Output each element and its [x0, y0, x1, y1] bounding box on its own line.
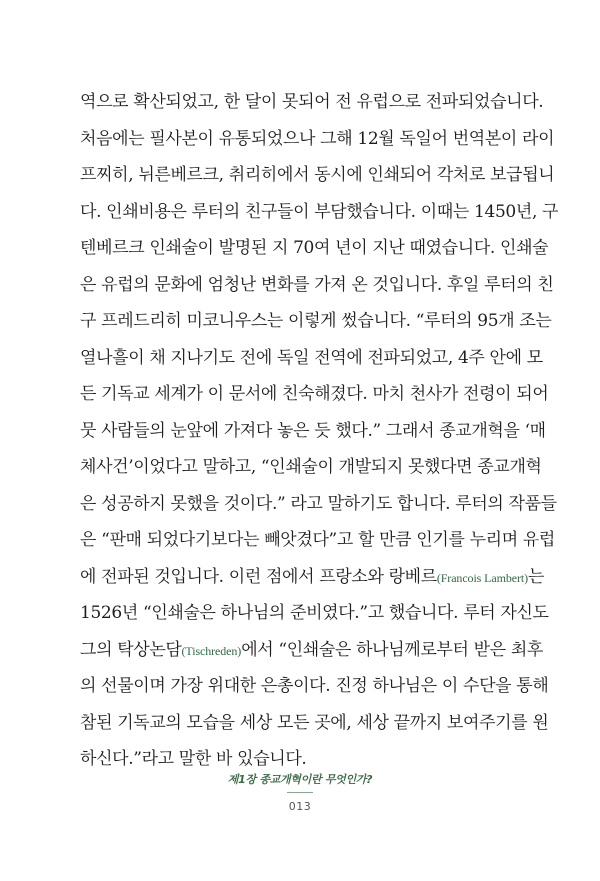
text-line: 프찌히, 뉘른베르크, 취리히에서 동시에 인쇄되어 각처로 보급됩니: [80, 165, 555, 185]
body-text: [80, 84, 559, 778]
text-line: 구 프레드리히 미코니우스는 이렇게 썼습니다. “루터의 95개 조는: [80, 311, 552, 331]
foreign-name-gloss: (Francois Lambert): [436, 570, 528, 585]
text-line: 은 유럽의 문화에 엄청난 변화를 가져 온 것입니다. 후일 루터의 친: [80, 274, 554, 295]
text-line-with-gloss: [80, 632, 543, 669]
text-segment: 는: [528, 566, 545, 587]
text-line: 의 선물이며 가장 위대한 은총이다. 진정 하나님은 이 수단을 통해: [80, 676, 549, 696]
text-line: 은 “판매 되었다기보다는 빼앗겼다”고 할 만큼 인기를 누리며 유럽: [80, 530, 555, 550]
foreign-name-gloss: (Tischreden): [181, 643, 242, 658]
text-line: 열나흘이 채 지나기도 전에 독일 전역에 전파되었고, 4주 안에 모: [80, 347, 543, 368]
text-line: 처음에는 필사본이 유통되었으나 그해 12월 독일어 번역본이 라이: [80, 128, 555, 149]
text-segment: 에서 “인쇄술은 하나님께로부터 받은 최후: [241, 639, 543, 660]
text-line: 은 성공하지 못했을 것이다.” 라고 말하기도 합니다. 루터의 작품들: [80, 493, 557, 514]
text-line: 뭇 사람들의 눈앞에 가져다 놓은 듯 했다.” 그래서 종교개혁을 ‘매: [80, 420, 546, 441]
text-line: 체사건’이었다고 말하고, “인쇄술이 개발되지 못했다면 종교개혁: [80, 457, 542, 477]
text-line: 역으로 확산되었고, 한 달이 못되어 전 유럽으로 전파되었습니다.: [80, 92, 544, 112]
text-line: 1526년 “인쇄술은 하나님의 준비였다.”고 했습니다. 루터 자신도: [80, 603, 549, 623]
text-line: 든 기독교 세계가 이 문서에 친숙해졌다. 마치 천사가 전령이 되어: [80, 384, 549, 404]
page-number: 013: [288, 800, 312, 813]
text-line: 참된 기독교의 모습을 세상 모든 곳에, 세상 끝까지 보여주기를 원: [80, 712, 549, 733]
text-line-with-gloss: [80, 559, 545, 596]
footer-divider: [287, 792, 313, 793]
chapter-title: 제1장 종교개혁이란 무엇인가?: [227, 773, 373, 786]
text-line: 다. 인쇄비용은 루터의 친구들이 부담했습니다. 이때는 1450년, 구: [80, 201, 559, 222]
text-line: 텐베르크 인쇄술이 발명된 지 70여 년이 지난 때였습니다. 인쇄술: [80, 238, 549, 258]
text-segment: 에 전파된 것입니다. 이런 점에서 프랑소와 랑베르: [80, 566, 437, 587]
text-segment: 그의 탁상논담: [80, 639, 182, 660]
text-line-last: 하신다.”라고 말한 바 있습니다.: [80, 749, 307, 769]
